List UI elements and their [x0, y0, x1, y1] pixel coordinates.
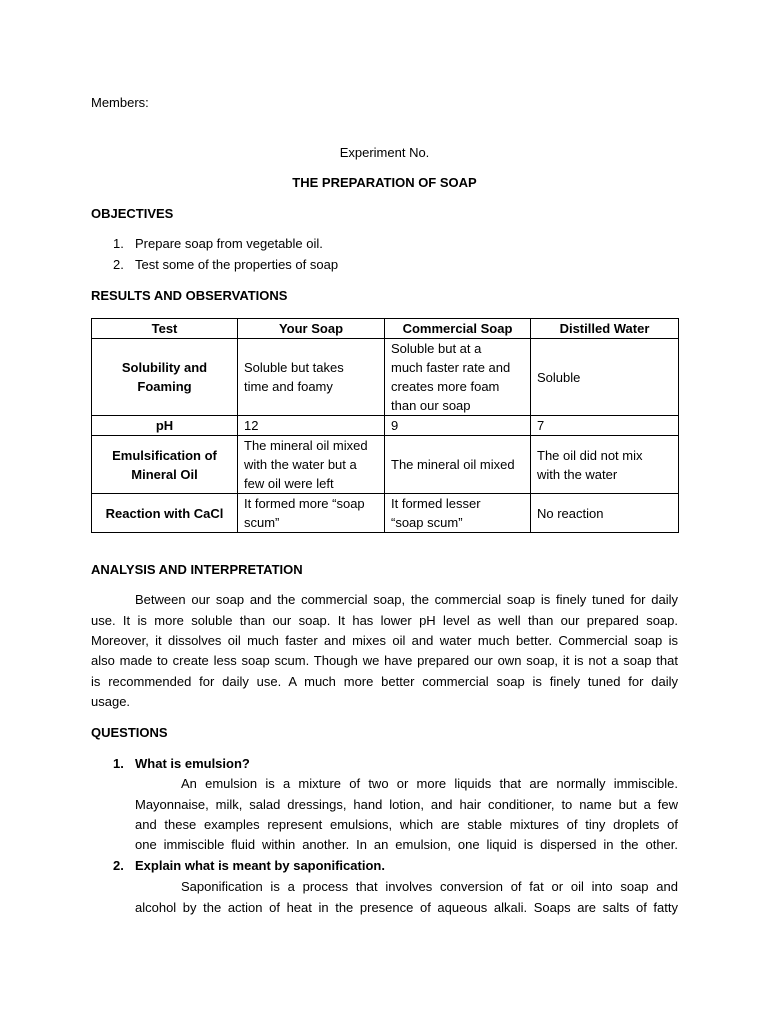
cell-reaction-distilled-water: No reaction — [531, 494, 679, 533]
question-item — [113, 754, 250, 774]
cell-reaction-commercial-soap: It formed lesser “soap scum” — [385, 494, 531, 533]
cell-ph-distilled-water: 7 — [531, 416, 679, 436]
list-number: 2. — [113, 257, 124, 272]
cell-ph-commercial-soap: 9 — [385, 416, 531, 436]
results-table — [91, 318, 679, 533]
list-number: 1. — [113, 236, 124, 251]
column-header-commercial-soap: Commercial Soap — [385, 319, 531, 339]
cell-emulsification-distilled-water: The oil did not mix with the water — [531, 436, 679, 494]
experiment-number-label: Experiment No. — [339, 145, 430, 160]
paragraph-line: use. It is more soluble than our soap. It has lower pH level as well than our prepared soap. — [91, 613, 678, 628]
objective-text: Test some of the properties of soap — [135, 257, 339, 272]
question-text: What is emulsion? — [135, 756, 250, 771]
objective-item — [113, 255, 338, 275]
cell-solubility-your-soap: Soluble but takes time and foamy — [238, 339, 385, 416]
table-row — [92, 494, 679, 533]
row-label-ph: pH — [92, 416, 238, 436]
question-item — [113, 856, 385, 876]
questions-heading: QUESTIONS — [91, 725, 168, 740]
question-text: Explain what is meant by saponification. — [135, 858, 385, 873]
document-title: THE PREPARATION OF SOAP — [292, 175, 477, 190]
column-header-your-soap: Your Soap — [238, 319, 385, 339]
cell-reaction-your-soap: It formed more “soap scum” — [238, 494, 385, 533]
table-row — [92, 416, 679, 436]
list-number: 1. — [113, 756, 124, 771]
answer-line: Mayonnaise, milk, salad dressings, hand lotion, and hair conditioner, to name but a few — [135, 797, 678, 812]
column-header-test: Test — [92, 319, 238, 339]
cell-ph-your-soap: 12 — [238, 416, 385, 436]
answer-line: Saponification is a process that involves conversion of fat or oil into soap and — [181, 879, 678, 894]
table-row — [92, 436, 679, 494]
paragraph-line: Between our soap and the commercial soap, the commercial soap is finely tuned for daily — [135, 592, 678, 607]
cell-solubility-distilled-water: Soluble — [531, 339, 679, 416]
results-heading: RESULTS AND OBSERVATIONS — [91, 288, 288, 303]
row-label-emulsification: Emulsification of Mineral Oil — [92, 436, 238, 494]
objective-text: Prepare soap from vegetable oil. — [135, 236, 323, 251]
row-label-reaction-cacl: Reaction with CaCl — [92, 494, 238, 533]
analysis-heading: ANALYSIS AND INTERPRETATION — [91, 562, 303, 577]
cell-emulsification-your-soap: The mineral oil mixed with the water but a few oil were left — [238, 436, 385, 494]
table-header-row — [92, 319, 679, 339]
paragraph-line: also made to create less soap scum. Though we have prepared our own soap, it is not a soap that — [91, 653, 678, 668]
members-label: Members: — [91, 95, 149, 110]
answer-line: one immiscible fluid within another. In an emulsion, one liquid is dispersed in the other. — [135, 837, 678, 852]
paragraph-line: Moreover, it dissolves oil much faster and mixes oil and water much better. Commercial soap is — [91, 633, 678, 648]
answer-line: An emulsion is a mixture of two or more liquids that are normally immiscible. — [181, 776, 678, 791]
list-number: 2. — [113, 858, 124, 873]
cell-emulsification-commercial-soap: The mineral oil mixed — [385, 436, 531, 494]
objective-item — [113, 234, 323, 254]
cell-solubility-commercial-soap: Soluble but at a much faster rate and creates more foam than our soap — [385, 339, 531, 416]
paragraph-line: usage. — [91, 694, 131, 709]
answer-line: alcohol by the action of heat in the presence of aqueous alkali. Soaps are salts of fatty — [135, 900, 678, 915]
table-row — [92, 339, 679, 416]
row-label-solubility: Solubility and Foaming — [92, 339, 238, 416]
paragraph-line: is recommended for daily use. A much more better commercial soap is finely tuned for daily — [91, 674, 678, 689]
column-header-distilled-water: Distilled Water — [531, 319, 679, 339]
answer-line: and these examples represent emulsions, which are stable mixtures of tiny droplets of — [135, 817, 678, 832]
objectives-heading: OBJECTIVES — [91, 206, 174, 221]
